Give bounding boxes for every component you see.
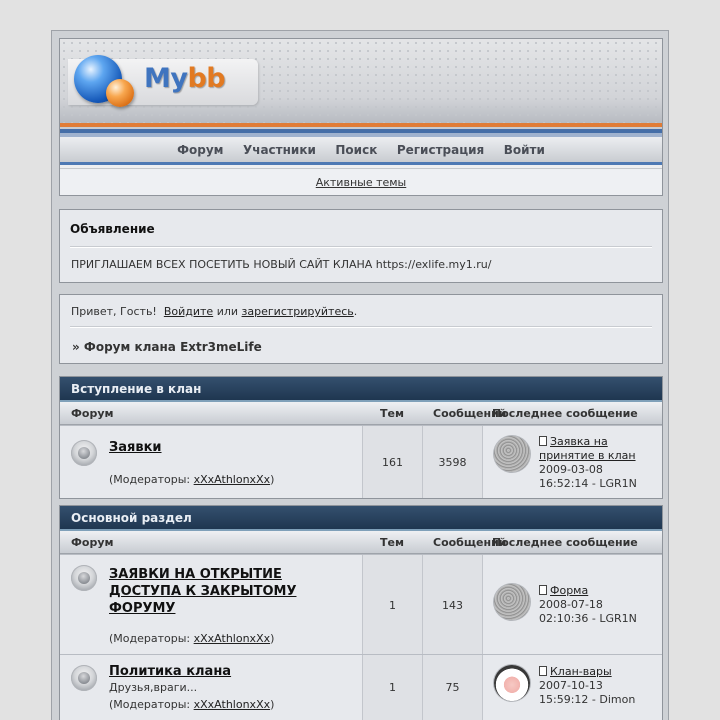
forum-topics-count: 1: [362, 655, 422, 720]
logo-text: Mybb: [144, 63, 226, 94]
header-stripes: [60, 123, 662, 137]
category-title[interactable]: Вступление в клан: [60, 377, 662, 402]
announcement-title: Объявление: [70, 222, 155, 236]
col-last-post: Последнее сообщение: [492, 407, 638, 420]
forum-status-icon: [71, 565, 97, 591]
forum-link[interactable]: Политика клана: [109, 664, 232, 679]
document-icon: [539, 436, 547, 446]
avatar[interactable]: [494, 665, 530, 701]
nav-register[interactable]: Регистрация: [396, 143, 485, 157]
last-post-date: 2007-10-13: [539, 679, 603, 692]
forum-status-icon: [71, 440, 97, 466]
last-post-link[interactable]: Заявка на принятие в клан: [539, 435, 636, 462]
last-post-date: 2008-07-18: [539, 598, 603, 611]
document-icon: [539, 666, 547, 676]
welcome-greeting: Привет, Гость! Войдите или зарегистрируйтесь.: [71, 305, 358, 318]
register-link[interactable]: зарегистрируйтесь: [241, 305, 354, 318]
forum-posts-count: 3598: [422, 426, 482, 498]
forum-last-post: [482, 555, 662, 654]
nav-login[interactable]: Войти: [503, 143, 545, 157]
announcement-text: ПРИГЛАШАЕМ ВСЕХ ПОСЕТИТЬ НОВЫЙ САЙТ КЛАНА https://exlife.my1.ru/: [71, 258, 492, 271]
active-topics-link[interactable]: Активные темы: [315, 176, 407, 189]
last-post-date: 2009-03-08: [539, 463, 603, 476]
login-link[interactable]: Войдите: [163, 305, 214, 318]
last-post-link[interactable]: Клан-вары: [539, 665, 612, 679]
col-posts: Сообщений: [433, 407, 507, 420]
forum-last-post: [482, 655, 662, 720]
forum-posts-count: 75: [422, 655, 482, 720]
nav-forum[interactable]: Форум: [177, 143, 224, 157]
category-main-section: [59, 505, 663, 720]
forum-row: [60, 425, 662, 498]
nav-members[interactable]: Участники: [242, 143, 316, 157]
welcome-panel: [59, 294, 663, 364]
site-header: [59, 38, 663, 196]
logo-orange-ball-icon: [106, 79, 134, 107]
header-banner: [60, 39, 662, 123]
forum-link[interactable]: Заявки: [109, 440, 162, 455]
last-post-link[interactable]: Форма: [539, 584, 588, 598]
breadcrumb: » Форум клана Extr3meLife: [72, 340, 262, 354]
forum-moderators: (Модераторы: xXxAthlonxXx): [109, 473, 275, 486]
forum-wrapper: [51, 30, 669, 720]
forum-moderators: (Модераторы: xXxAthlonxXx): [109, 632, 275, 645]
nav-search[interactable]: Поиск: [335, 143, 378, 157]
last-post-time-user: 16:52:14 - LGR1N: [539, 477, 637, 490]
avatar[interactable]: [494, 436, 530, 472]
forum-topics-count: 161: [362, 426, 422, 498]
forum-moderators: (Модераторы: xXxAthlonxXx): [109, 698, 275, 711]
col-forum: Форум: [71, 407, 114, 420]
forum-status-icon: [71, 665, 97, 691]
forum-row: [60, 654, 662, 720]
col-forum: Форум: [71, 536, 114, 549]
forum-last-post: [482, 426, 662, 498]
moderator-link[interactable]: xXxAthlonxXx: [193, 632, 271, 645]
column-headers: [60, 402, 662, 425]
document-icon: [539, 585, 547, 595]
last-post-time-user: 15:59:12 - Dimon: [539, 693, 636, 706]
announcement-panel: [59, 209, 663, 283]
col-posts: Сообщений: [433, 536, 507, 549]
forum-topics-count: 1: [362, 555, 422, 654]
category-title[interactable]: Основной раздел: [60, 506, 662, 531]
last-post-time-user: 02:10:36 - LGR1N: [539, 612, 637, 625]
mybb-logo[interactable]: [68, 59, 258, 105]
forum-row: [60, 554, 662, 654]
moderator-link[interactable]: xXxAthlonxXx: [193, 698, 271, 711]
column-headers: [60, 531, 662, 554]
sub-navigation: [60, 168, 662, 196]
forum-link[interactable]: ЗАЯВКИ НА ОТКРЫТИЕ ДОСТУПА К ЗАКРЫТОМУ ФОРУМУ: [109, 567, 297, 616]
col-topics: Тем: [380, 407, 404, 420]
category-join-clan: [59, 376, 663, 499]
divider: [70, 326, 652, 328]
divider: [70, 246, 652, 248]
col-topics: Тем: [380, 536, 404, 549]
forum-description: Друзья,враги...: [109, 681, 198, 694]
avatar[interactable]: [494, 584, 530, 620]
moderator-link[interactable]: xXxAthlonxXx: [193, 473, 271, 486]
forum-posts-count: 143: [422, 555, 482, 654]
main-navigation: [60, 137, 662, 165]
col-last-post: Последнее сообщение: [492, 536, 638, 549]
